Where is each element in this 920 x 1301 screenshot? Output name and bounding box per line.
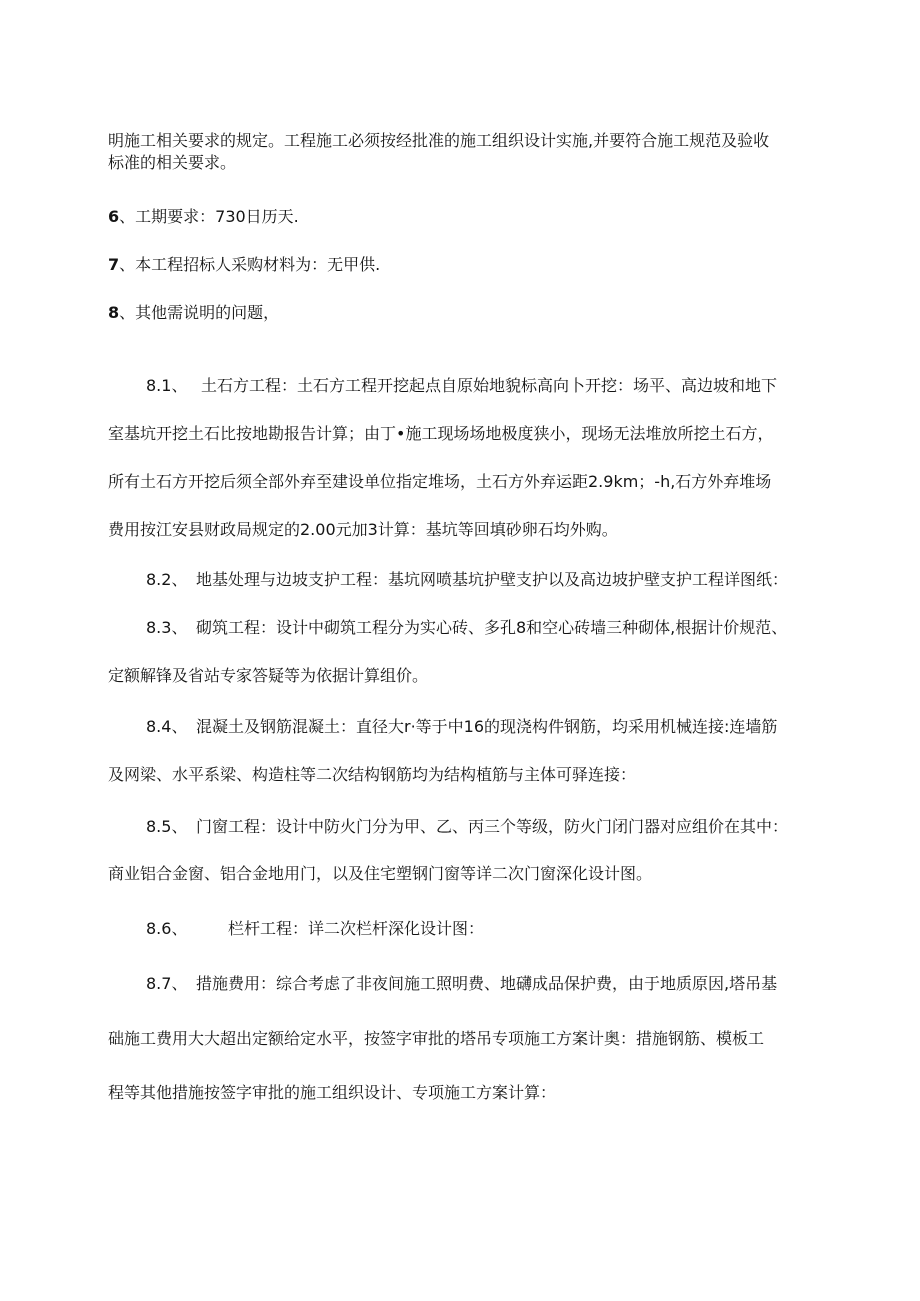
section-8-1-line-4: 费用按江安县财政局规定的2.00元加3计算：基坑等回填砂卵石均外购。 xyxy=(108,520,618,539)
section-8-3-first-line xyxy=(146,617,787,639)
section-8-5-number: 8.5、 xyxy=(146,817,188,836)
section-8-7-line-1: 措施费用：综合考虑了非夜间施工照明费、地礴成品保护费，由于地质原因,塔吊基 xyxy=(196,974,778,993)
section-8-1-first-line xyxy=(146,375,777,397)
item-8-text: 、其他需说明的问题， xyxy=(119,303,280,322)
section-8-7-first-line xyxy=(146,973,777,995)
section-8-4-line-2: 及网梁、水平系梁、构造柱等二次结构钢筋均为结构植筋与主体可驿连接： xyxy=(108,765,637,784)
section-8-7-line-2: 础施工费用大大超出定额给定水平，按签字审批的塔吊专项施工方案计奥：措施钢筋、模板工 xyxy=(108,1029,765,1048)
section-8-6-number: 8.6、 xyxy=(146,919,188,938)
item-6-number: 6 xyxy=(108,207,120,226)
section-8-6-line-1: 栏杆工程：详二次栏杆深化设计图： xyxy=(228,919,485,938)
item-8-number: 8 xyxy=(108,303,120,322)
section-8-2-number: 8.2、 xyxy=(146,570,188,589)
item-6 xyxy=(108,206,299,228)
item-7-number: 7 xyxy=(108,255,120,274)
section-8-4-first-line xyxy=(146,716,777,738)
section-8-7-line-3: 程等其他措施按签字审批的施工组织设计、专项施工方案计算： xyxy=(108,1083,557,1102)
section-8-1-line-3: 所有土石方开挖后须全部外弃至建设单位指定堆场，土石方外弃运距2.9km；-h,石方外弃堆场 xyxy=(108,472,772,491)
intro-line-1: 明施工相关要求的规定。工程施工必须按经批准的施工组织设计实施,并要符合施工规范及验收 xyxy=(108,131,770,150)
section-8-3-number: 8.3、 xyxy=(146,618,188,637)
item-7-text: 、本工程招标人采购材料为：无甲供. xyxy=(119,255,381,274)
intro-line-2: 标准的相关要求。 xyxy=(108,153,237,172)
section-8-2 xyxy=(146,569,788,591)
section-8-5-line-2: 商业铝合金窗、铝合金地用门，以及住宅塑钢门窗等详二次门窗深化设计图。 xyxy=(108,864,653,883)
item-7 xyxy=(108,254,380,276)
item-6-text: 、工期要求：730日历天. xyxy=(119,207,299,226)
section-8-6 xyxy=(146,918,484,940)
section-8-1-line-1: 土石方工程：土石方工程开挖起点自原始地貌标高向卜开挖：场平、高边坡和地下 xyxy=(201,376,778,395)
section-8-7-number: 8.7、 xyxy=(146,974,188,993)
section-8-5-line-1: 门窗工程：设计中防火门分为甲、乙、丙三个等级，防火门闭门器对应组价在其中： xyxy=(196,817,789,836)
section-8-2-line-1: 地基处理与边坡支护工程：基坑网喷基坑护壁支护以及高边坡护壁支护工程详图纸： xyxy=(196,570,789,589)
section-8-3-line-1: 砌筑工程：设计中砌筑工程分为实心砖、多孔8和空心砖墙三种砌体,根据计价规范、 xyxy=(196,618,788,637)
section-8-1-number: 8.1、 xyxy=(146,376,188,395)
section-8-3-line-2: 定额解锋及省站专家答疑等为依据计算组价。 xyxy=(108,666,429,685)
section-8-4-line-1: 混凝土及钢筋混凝土：直径大r·等于中16的现浇构件钢筋，均采用机械连接:连墙筋 xyxy=(196,717,778,736)
section-8-1-line-2: 室基坑开挖土石比按地勘报告计算；由丁•施工现场场地极度狭小，现场无法堆放所挖土石方， xyxy=(108,424,774,443)
item-8 xyxy=(108,302,279,324)
section-8-5-first-line xyxy=(146,816,788,838)
section-8-4-number: 8.4、 xyxy=(146,717,188,736)
